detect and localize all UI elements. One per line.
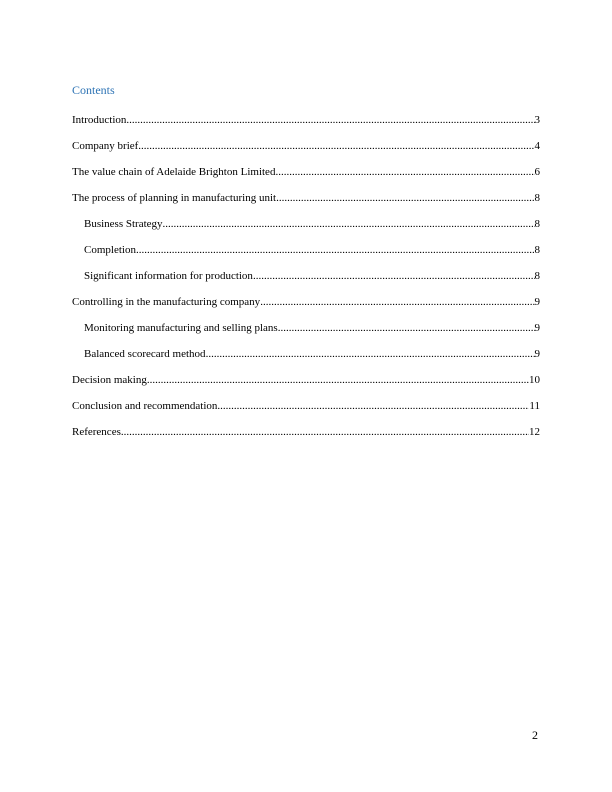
toc-leader-dots (136, 244, 535, 256)
toc-entry[interactable] (72, 218, 540, 244)
toc-entry-page: 9 (534, 296, 540, 308)
toc-leader-dots (217, 400, 529, 412)
toc-entry[interactable] (72, 192, 540, 218)
toc-entry[interactable] (72, 296, 540, 322)
toc-heading: Contents (72, 83, 115, 97)
toc-entry[interactable] (72, 114, 540, 140)
toc-entry[interactable] (72, 400, 540, 426)
toc-entry[interactable] (72, 140, 540, 166)
toc-entry-label[interactable]: Introduction (72, 114, 127, 126)
toc-leader-dots (276, 192, 534, 204)
table-of-contents (72, 114, 540, 452)
toc-entry-label[interactable]: Completion (84, 244, 136, 256)
toc-entry-page: 4 (534, 140, 540, 152)
toc-entry[interactable] (72, 270, 540, 296)
toc-entry-label[interactable]: Decision making (72, 374, 147, 386)
toc-entry[interactable] (72, 244, 540, 270)
toc-leader-dots (163, 218, 535, 230)
toc-leader-dots (206, 348, 535, 360)
page-number: 2 (532, 728, 538, 742)
toc-entry[interactable] (72, 426, 540, 452)
toc-entry-page: 11 (529, 400, 540, 412)
toc-entry-page: 6 (534, 166, 540, 178)
toc-entry-label[interactable]: The value chain of Adelaide Brighton Limited (72, 166, 276, 178)
toc-entry[interactable] (72, 322, 540, 348)
toc-entry-label[interactable]: The process of planning in manufacturing unit (72, 192, 277, 204)
toc-entry[interactable] (72, 166, 540, 192)
toc-entry[interactable] (72, 374, 540, 400)
toc-entry-label[interactable]: Monitoring manufacturing and selling plans (84, 322, 278, 334)
toc-entry-page: 10 (529, 374, 540, 386)
toc-entry-page: 12 (529, 426, 540, 438)
toc-entry-page: 9 (534, 322, 540, 334)
toc-entry-page: 8 (534, 192, 540, 204)
toc-leader-dots (253, 270, 535, 282)
toc-entry-label[interactable]: References (72, 426, 121, 438)
toc-entry-page: 9 (534, 348, 540, 360)
toc-leader-dots (278, 322, 535, 334)
toc-entry-label[interactable]: Significant information for production (84, 270, 253, 282)
toc-entry-label[interactable]: Business Strategy (84, 218, 163, 230)
toc-entry-label[interactable]: Conclusion and recommendation (72, 400, 218, 412)
toc-leader-dots (121, 426, 529, 438)
toc-entry-label[interactable]: Balanced scorecard method (84, 348, 206, 360)
toc-entry[interactable] (72, 348, 540, 374)
toc-entry-page: 8 (534, 244, 540, 256)
toc-leader-dots (275, 166, 534, 178)
toc-leader-dots (260, 296, 534, 308)
toc-entry-page: 3 (534, 114, 540, 126)
toc-leader-dots (126, 114, 534, 126)
toc-entry-page: 8 (534, 218, 540, 230)
toc-entry-label[interactable]: Company brief (72, 140, 139, 152)
toc-leader-dots (138, 140, 534, 152)
toc-entry-label[interactable]: Controlling in the manufacturing company (72, 296, 261, 308)
toc-leader-dots (147, 374, 529, 386)
toc-entry-page: 8 (534, 270, 540, 282)
